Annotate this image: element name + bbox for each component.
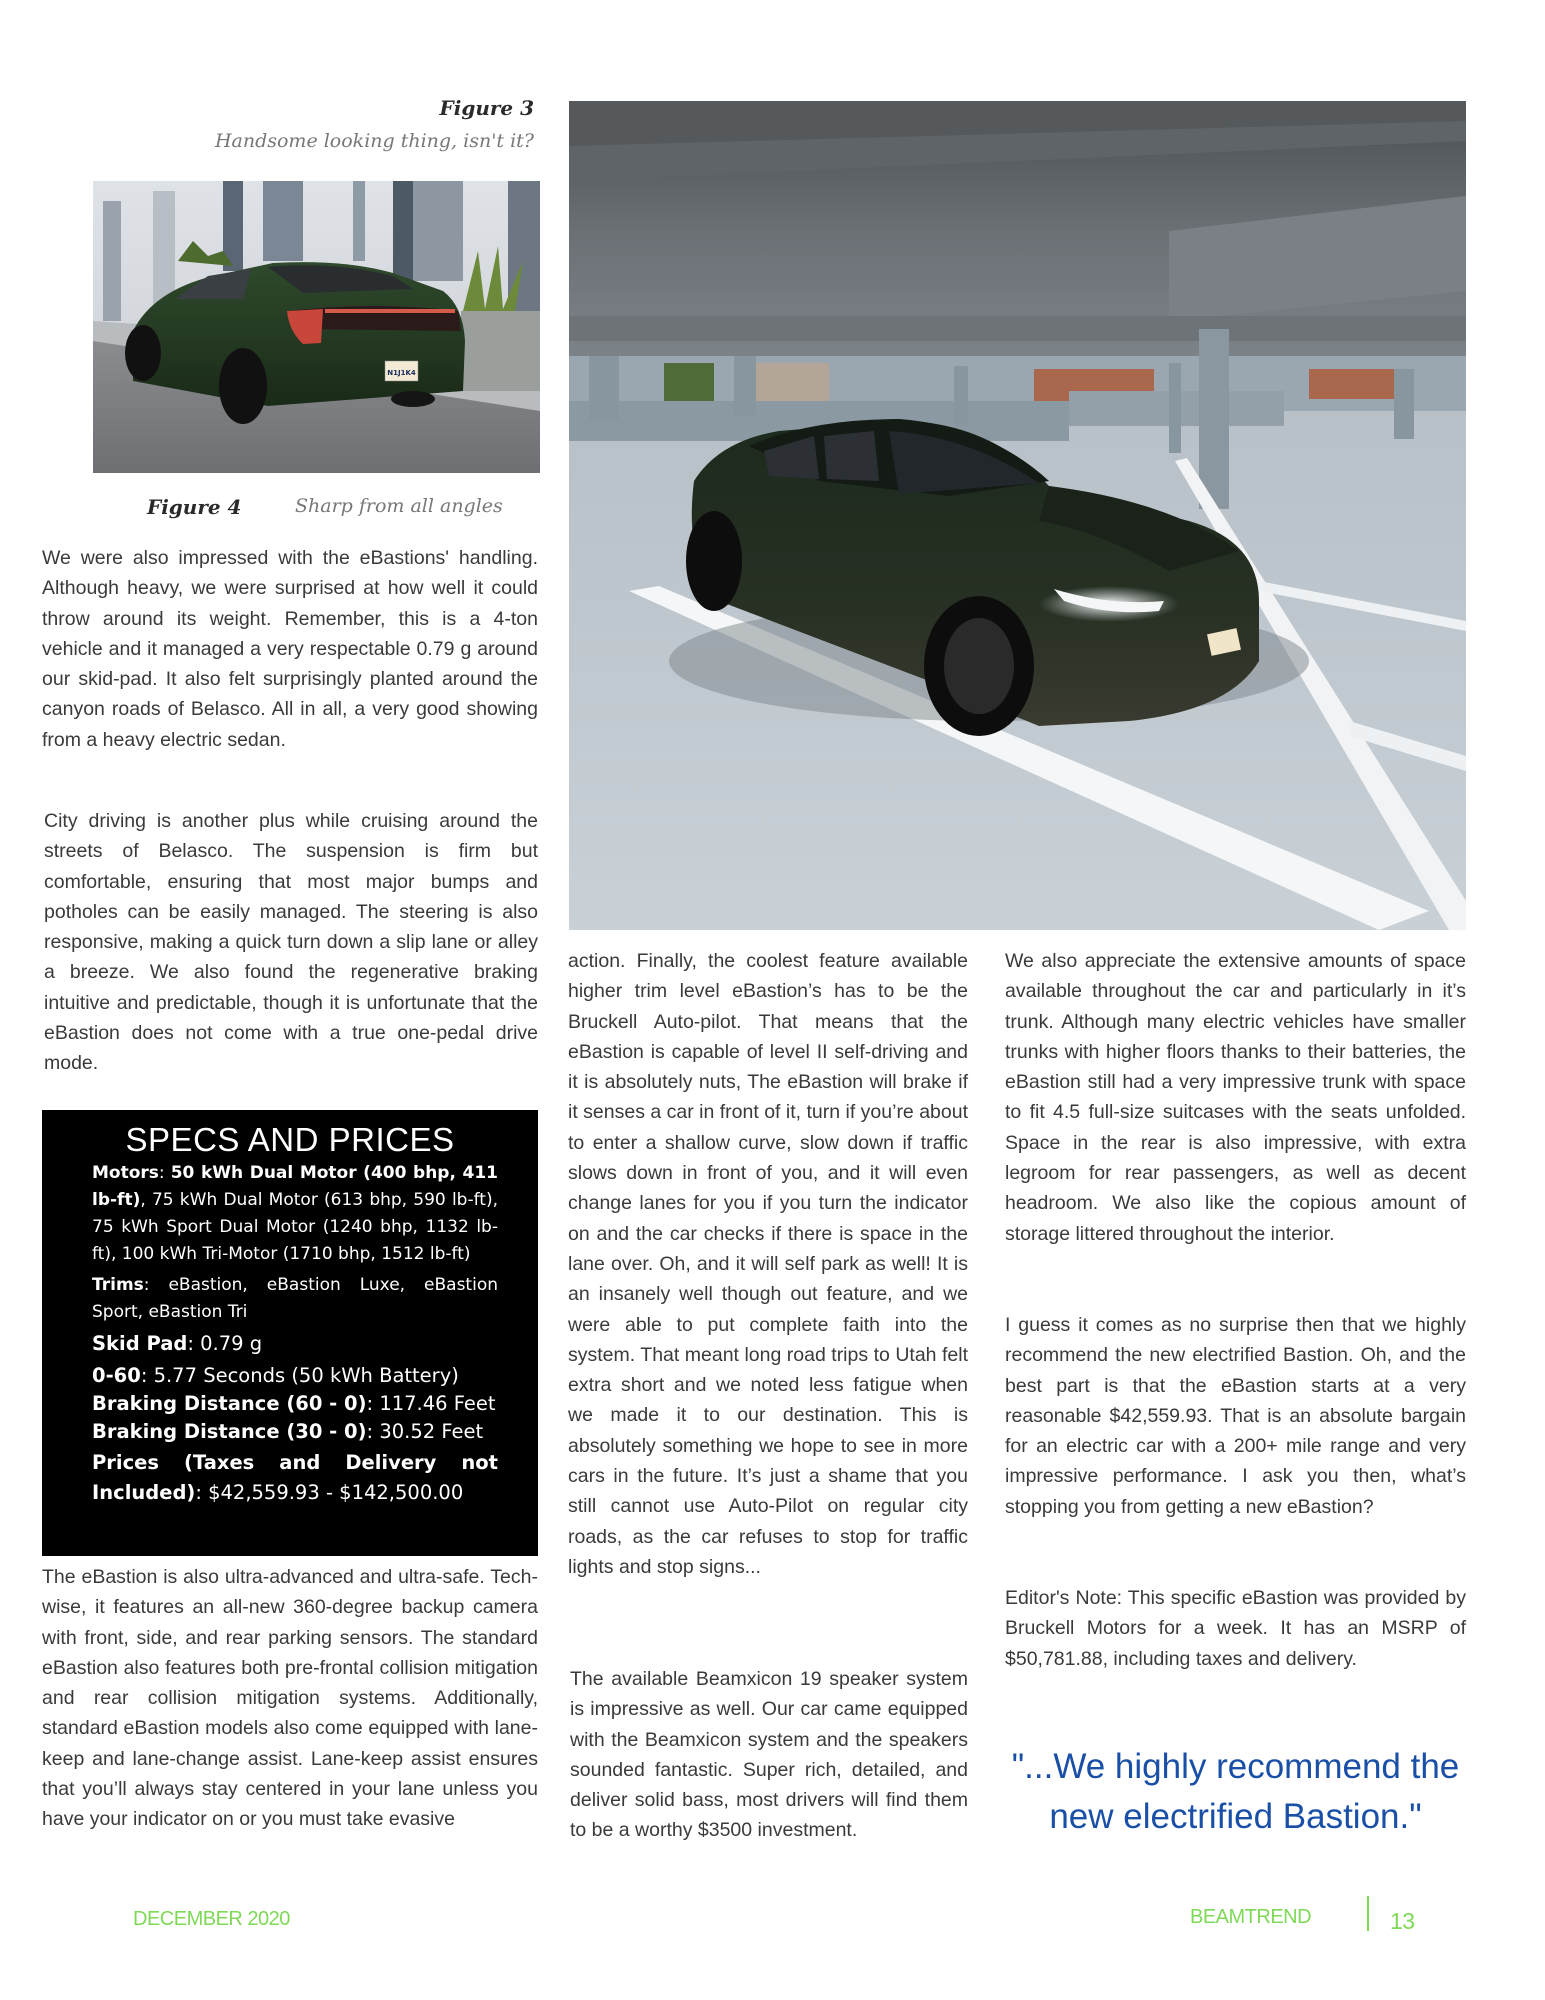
car-rear-photo xyxy=(93,181,540,473)
paragraph-text: City driving is another plus while cruising around the streets of Belasco. The suspension is firm but comfortable, ensuring that most major bumps and potholes can be easily managed. The steering is also responsive, making a quick turn down a slip lane or alley a breeze. We also found the regenerative braking intuitive and predictable, though it is unfortunate that the eBastion does not come with a true one-pedal drive mode. xyxy=(44,810,538,1075)
car-parking-garage-photo xyxy=(569,101,1466,930)
footer-divider xyxy=(1367,1896,1369,1931)
left-paragraph-safety xyxy=(42,1562,538,1835)
specs-prices-value: : $42,559.93 - $142,500.00 xyxy=(195,1481,464,1504)
middle-paragraph-audio xyxy=(570,1664,968,1846)
paragraph-text: The available Beamxicon 19 speaker system is impressive as well. Our car came equipped with the Beamxicon system and the speakers sounded fantastic. Super rich, detailed, and deliver solid bass, most drivers will find them to be a worthy $3500 investment. xyxy=(570,1668,968,1842)
paragraph-text: The eBastion is also ultra-advanced and ultra-safe. Tech-wise, it features an all-new 360-degree backup camera with front, side, and rear parking sensors. The standard eBastion also features both pre-frontal collision mitigation and rear collision mitigation systems. Additionally, standard eBastion models also come equipped with lane-keep and lane-change assist. Lane-keep assist ensures that you’ll always stay centered in your lane unless you have your indicator on or you must take evasive xyxy=(42,1566,538,1831)
specs-trims-value: : eBastion, eBastion Luxe, eBastion Sport, eBastion Tri xyxy=(92,1275,498,1322)
specs-skidpad-label: Skid Pad xyxy=(92,1332,188,1355)
specs-motors-bold: 50 kWh Dual Motor (400 bhp, 411 lb-ft) xyxy=(92,1163,499,1210)
pull-quote: "...We highly recommend the new electrified Bastion." xyxy=(1011,1747,1460,1836)
specs-motors: Motors: 50 kWh Dual Motor (400 bhp, 411 lb-ft), 75 kWh Dual Motor (613 bhp, 590 lb-ft), 75 kWh Sport Dual Motor (1240 bhp, 1132 lb-ft), 100 kWh Tri-Motor (1710 bhp, 1512 lb-ft) xyxy=(92,1163,499,1264)
paragraph-text: I guess it comes as no surprise then that we highly recommend the new electrified Bastion. Oh, and the best part is that the eBastion starts at a very reasonable $42,559.93. That is an absolute bargain for an electric car with a 200+ mile range and very impressive performance. I ask you then, what’s stopping you from getting a new eBastion? xyxy=(1005,1314,1466,1518)
specs-zero-sixty xyxy=(92,1362,498,1390)
specs-braking-30-label: Braking Distance (30 - 0) xyxy=(92,1420,367,1443)
specs-trims xyxy=(92,1272,498,1326)
specs-braking-60 xyxy=(92,1390,498,1418)
specs-braking-60-value: : 117.46 Feet xyxy=(366,1392,496,1415)
figure-3-label: Figure 3 xyxy=(439,96,534,120)
right-paragraph-space xyxy=(1005,946,1466,1249)
specs-motors-label: Motors xyxy=(92,1163,159,1183)
figure-4-label: Figure 4 xyxy=(147,495,242,519)
footer-date: DECEMBER 2020 xyxy=(133,1908,290,1930)
specs-skidpad-value: : 0.79 g xyxy=(187,1332,263,1355)
paragraph-text: Editor's Note: This specific eBastion was provided by Bruckell Motors for a week. It has an MSRP of $50,781.88, including taxes and delivery. xyxy=(1005,1587,1466,1670)
hero-image xyxy=(569,101,1466,930)
specs-zero-sixty-value: : 5.77 Seconds (50 kWh Battery) xyxy=(140,1364,459,1387)
specs-zero-sixty-label: 0-60 xyxy=(92,1364,141,1387)
paragraph-text: We also appreciate the extensive amounts of space available throughout the car and particularly in it’s trunk. Although many electric vehicles have smaller trunks with higher floors thanks to their batteries, the eBastion still had a very impressive trunk with space to fit 4.5 full-size suitcases with the seats unfolded. Space in the rear is also impressive, with extra legroom for rear passengers, as well as decent headroom. We also like the copious amount of storage littered throughout the interior. xyxy=(1005,950,1466,1245)
specs-trims-label: Trims xyxy=(92,1275,144,1295)
specs-prices-label: Prices (Taxes and Delivery not Included) xyxy=(92,1451,498,1504)
figure-4-caption: Sharp from all angles xyxy=(295,495,503,517)
right-paragraph-editors-note xyxy=(1005,1583,1466,1674)
right-paragraph-recommendation xyxy=(1005,1310,1466,1522)
specs-braking-30 xyxy=(92,1418,498,1446)
page-number: 13 xyxy=(1390,1908,1415,1934)
specs-prices xyxy=(92,1448,498,1508)
middle-paragraph-autopilot xyxy=(568,946,968,1582)
footer-magazine-name: BEAMTREND xyxy=(1190,1906,1312,1928)
specs-and-prices-box xyxy=(42,1110,538,1556)
specs-skidpad xyxy=(92,1330,498,1358)
left-paragraph-handling xyxy=(42,543,538,755)
specs-motors-rest: , 75 kWh Dual Motor (613 bhp, 590 lb-ft), 75 kWh Sport Dual Motor (1240 bhp, 1132 lb-ft), 100 kWh Tri-Motor (1710 bhp, 1512 lb-ft) xyxy=(92,1190,498,1264)
paragraph-text: We were also impressed with the eBastions' handling. Although heavy, we were surprised at how well it could throw around its weight. Remember, this is a 4-ton vehicle and it managed a very respectable 0.79 g around our skid-pad. It also felt surprisingly planted around the canyon roads of Belasco. All in all, a very good showing from a heavy electric sedan. xyxy=(42,547,538,751)
specs-title: SPECS AND PRICES xyxy=(125,1121,455,1158)
specs-list xyxy=(42,1160,538,1508)
figure-4-image xyxy=(93,181,540,473)
figure-3-caption: Handsome looking thing, isn't it? xyxy=(214,130,534,152)
specs-braking-30-value: : 30.52 Feet xyxy=(366,1420,484,1443)
license-plate-text: N1J1K4 xyxy=(387,369,416,377)
specs-braking-60-label: Braking Distance (60 - 0) xyxy=(92,1392,367,1415)
paragraph-text: action. Finally, the coolest feature available higher trim level eBastion’s has to be the Bruckell Auto-pilot. That means that the eBastion is capable of level II self-driving and it is absolutely nuts, The eBastion will brake if it senses a car in front of it, turn if you’re about to enter a shallow curve, slow down if traffic slows down in front of you, and it will even change lanes for you if you turn the indicator on and the car checks if there is space in the lane over. Oh, and it will self park as well! It is an insanely well though out feature, and we were able to put complete faith into the system. That meant long road trips to Utah felt extra short and we noted less fatigue when we made it to our destination. This is absolutely something we hope to see in more cars in the future. It’s just a shame that you still cannot use Auto-Pilot on regular city roads, as the car refuses to stop for traffic lights and stop signs... xyxy=(568,950,968,1578)
left-paragraph-city-driving xyxy=(44,806,538,1079)
